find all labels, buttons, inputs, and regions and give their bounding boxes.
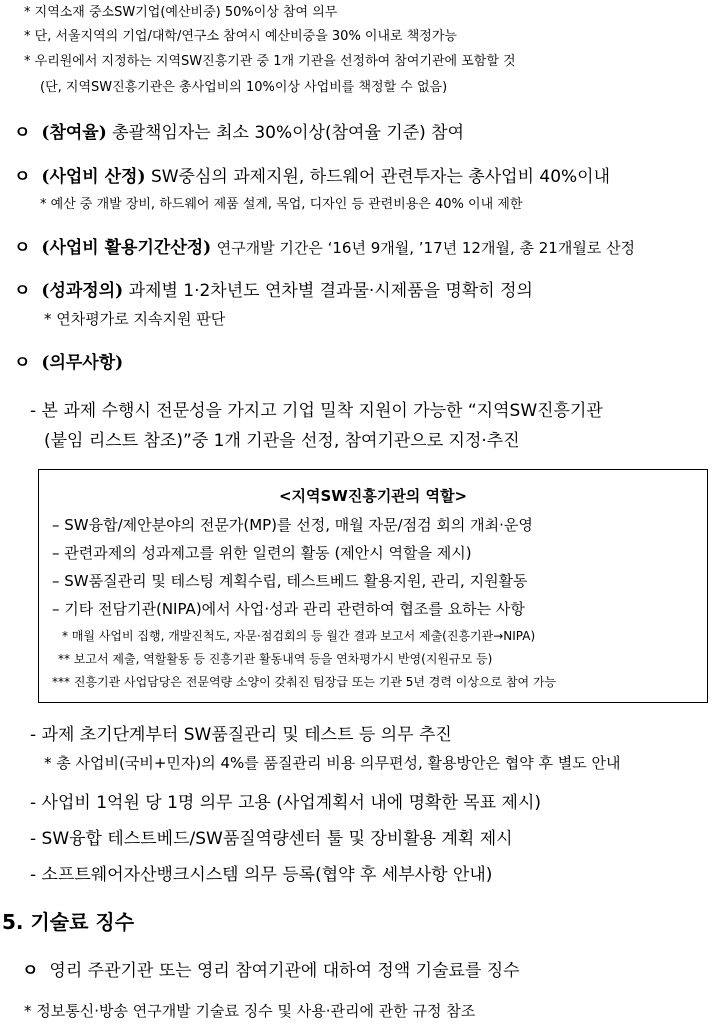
item-heading: (의무사항) [41,353,124,373]
item-period [14,233,635,258]
item-text: 과제별 1·2차년도 연차별 결과물·시제품을 명확히 정의 [128,281,533,301]
circle-bullet: ㅇ [22,961,39,981]
hire-line: - 사업비 1억원 당 1명 의무 고용 (사업계획서 내에 명확한 목표 제시) [30,793,542,813]
testbed-line: - SW융합 테스트베드/SW품질역량센터 툴 및 장비활용 계획 제시 [30,829,513,849]
role-note-1: * 매월 사업비 집행, 개발진척도, 자문·점검회의 등 월간 결과 보고서 제출(진흥기관→NIPA) [62,629,536,643]
section5-note: * 정보통신·방송 연구개발 기술료 징수 및 사용·관리에 관한 규정 참조 [24,1002,476,1020]
item-text: 연구개발 기간은 ‘16년 9개월, ’17년 12개월, 총 21개월로 산정 [216,239,636,257]
item-participation [14,118,464,143]
item-heading: (사업비 산정) [41,167,146,187]
registry-line: - 소프트웨어자산뱅크시스템 의무 등록(협약 후 세부사항 안내) [30,865,493,885]
role-box-title: <지역SW진흥기관의 역할> [278,487,468,505]
top-note-4: (단, 지역SW진흥기관은 총사업비의 10%이상 사업비를 책정할 수 없음) [40,80,448,95]
item-heading: (참여율) [41,123,107,143]
quality-note: * 총 사업비(국비+민자)의 4%를 품질관리 비용 의무편성, 활용방안은 협약 후 별도 안내 [44,754,621,772]
role-item-1: – SW융합/제안분야의 전문가(MP)를 선정, 매월 자문/점검 회의 개최·운영 [52,516,533,534]
circle-bullet: ㅇ [14,167,31,187]
top-note-2: * 단, 서울지역의 기업/대학/연구소 참여시 예산비중을 30% 이내로 책정가능 [24,29,457,44]
role-note-3: *** 진흥기관 사업담당은 전문역량 소양이 갖춰진 팀장급 또는 기관 5년 경력 이상으로 참여 가능 [52,675,557,689]
role-item-4: – 기타 전담기관(NIPA)에서 사업·성과 관리 관련하여 협조를 요하는 사항 [52,600,525,618]
top-note-1: * 지역소재 중소SW기업(예산비중) 50%이상 참여 의무 [24,5,338,20]
circle-bullet: ㅇ [14,353,31,373]
item-heading: (성과정의) [41,281,124,301]
circle-bullet: ㅇ [14,281,31,301]
item-duty [14,348,123,373]
section5-title: 5. 기술료 징수 [2,910,135,934]
circle-bullet: ㅇ [14,238,31,258]
item-text: SW중심의 과제지원, 하드웨어 관련투자는 총사업비 40%이내 [150,167,611,187]
outcome-note: * 연차평가로 지속지원 판단 [44,310,226,328]
item-outcome [14,276,533,301]
duty-para-line2: (붙임 리스트 참조)”중 1개 기관을 선정, 참여기관으로 지정·추진 [44,431,520,451]
circle-bullet: ㅇ [14,123,31,143]
duty-para-line1: - 본 과제 수행시 전문성을 가지고 기업 밀착 지원이 가능한 “지역SW진흥기관 [30,401,603,421]
budget-note: * 예산 중 개발 장비, 하드웨어 제품 설계, 목업, 디자인 등 관련비용은 40% 이내 제한 [40,197,523,212]
section5-text: 영리 주관기관 또는 영리 참여기관에 대하여 정액 기술료를 징수 [49,961,520,981]
role-note-2: ** 보고서 제출, 역할활동 등 진흥기관 활동내역 등을 연차평가시 반영(지원규모 등) [58,652,493,666]
role-item-2: – 관련과제의 성과제고를 위한 일련의 활동 (제안시 역할을 제시) [52,544,472,562]
section5-item [22,956,520,981]
role-item-3: – SW품질관리 및 테스팅 계획수립, 테스트베드 활용지원, 관리, 지원활동 [52,572,528,590]
item-text: 총괄책임자는 최소 30%이상(참여율 기준) 참여 [112,123,465,143]
top-note-3: * 우리원에서 지정하는 지역SW진흥기관 중 1개 기관을 선정하여 참여기관에 포함할 것 [24,54,516,69]
item-heading: (사업비 활용기간산정) [41,238,212,258]
item-budget [14,162,610,187]
quality-line: - 과제 초기단계부터 SW품질관리 및 테스트 등 의무 추진 [30,725,452,745]
